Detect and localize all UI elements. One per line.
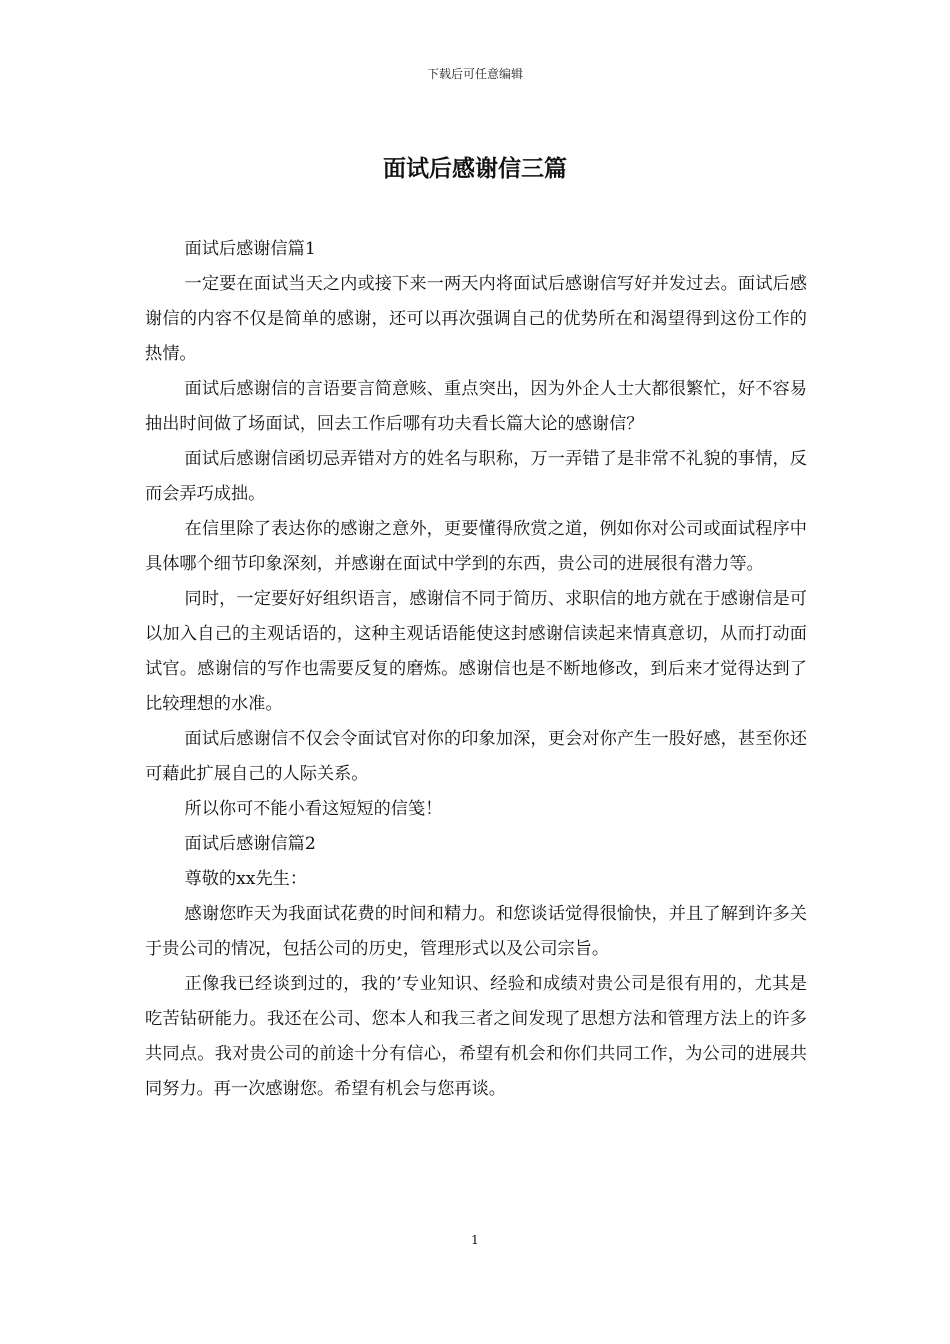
document-title: 面试后感谢信三篇: [383, 156, 567, 182]
page-number: 1: [471, 1233, 479, 1247]
paragraph: 所以你可不能小看这短短的信笺！: [184, 799, 443, 819]
paragraph: 面试后感谢信不仅会令面试官对你的印象加深，更会对你产生一股好感，甚至你还可藉此扩展自己的人际关系。: [145, 729, 807, 784]
paragraph: 正像我已经谈到过的，我的’专业知识、经验和成绩对贵公司是很有用的，尤其是吃苦钻研能力。我还在公司、您本人和我三者之间发现了思想方法和管理方法上的许多共同点。我对贵公司的前途十分有信心，希望有机会和你们共同工作，为公司的进展共同努力。再一次感谢您。希望有机会与您再谈。: [145, 974, 807, 1099]
paragraph-section-heading-2: 面试后感谢信篇2: [184, 834, 316, 854]
paragraph: 感谢您昨天为我面试花费的时间和精力。和您谈话觉得很愉快，并且了解到许多关于贵公司的情况，包括公司的历史，管理形式以及公司宗旨。: [145, 904, 807, 959]
paragraph: 面试后感谢信函切忌弄错对方的姓名与职称，万一弄错了是非常不礼貌的事情，反而会弄巧成拙。: [145, 449, 807, 504]
letter-salutation: 尊敬的xx先生：: [184, 869, 308, 889]
page-header: 下载后可任意编辑: [426, 67, 523, 81]
paragraph: 面试后感谢信的言语要言简意赅、重点突出，因为外企人士大都很繁忙，好不容易抽出时间做了场面试，回去工作后哪有功夫看长篇大论的感谢信？: [145, 379, 807, 434]
paragraph-section-heading-1: 面试后感谢信篇1: [184, 239, 316, 259]
paragraph: 在信里除了表达你的感谢之意外，更要懂得欣赏之道，例如你对公司或面试程序中具体哪个细节印象深刻，并感谢在面试中学到的东西，贵公司的进展很有潜力等。: [145, 519, 807, 574]
paragraph: 同时，一定要好好组织语言，感谢信不同于简历、求职信的地方就在于感谢信是可以加入自己的主观话语的，这种主观话语能使这封感谢信读起来情真意切，从而打动面试官。感谢信的写作也需要反复的磨炼。感谢信也是不断地修改，到后来才觉得达到了比较理想的水准。: [145, 589, 807, 714]
document-body: [145, 232, 807, 1107]
paragraph: 一定要在面试当天之内或接下来一两天内将面试后感谢信写好并发过去。面试后感谢信的内容不仅是简单的感谢，还可以再次强调自己的优势所在和渴望得到这份工作的热情。: [145, 274, 807, 364]
